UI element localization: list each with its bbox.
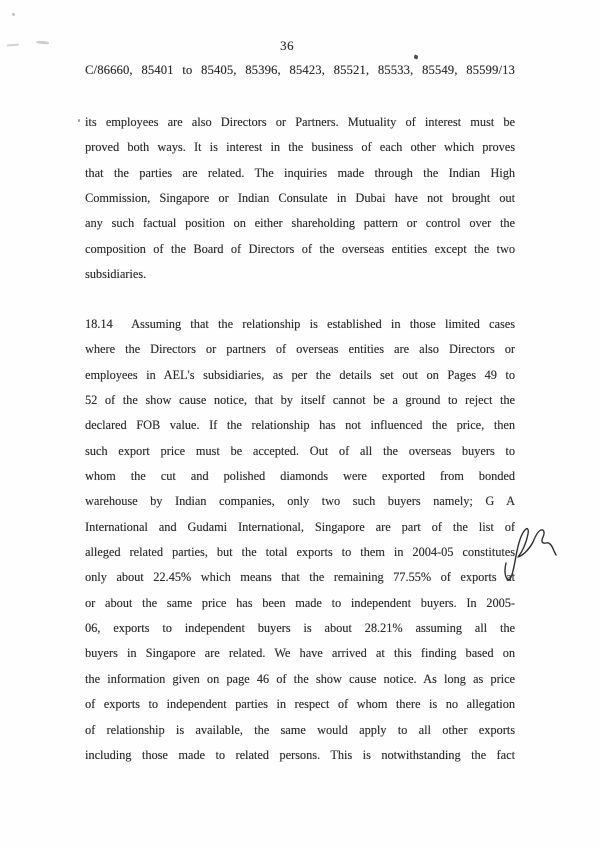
text-line: subsidiaries. <box>85 267 147 282</box>
text-line: International and Gudami International, Singapore are part of the list of <box>85 519 515 534</box>
text-line: warehouse by Indian companies, only two such buyers namely; G A <box>85 494 515 509</box>
text-line: buyers in Singapore are related. We have arrived at this finding based on <box>85 646 515 661</box>
text-line: Commission, Singapore or Indian Consulate in Dubai have not brought out <box>85 191 515 206</box>
text-line: composition of the Board of Directors of the overseas entities except the two <box>85 241 515 256</box>
text-line: including those made to related persons. This is notwithstanding the fact <box>85 747 515 762</box>
text-line: or about the same price has been made to independent buyers. In 2005- <box>85 595 515 610</box>
text-line: of relationship is available, the same would apply to all other exports <box>85 722 515 737</box>
case-reference-header: C/86660, 85401 to 85405, 85396, 85423, 85521, 85533, 85549, 85599/13 <box>85 63 515 77</box>
scan-artifact <box>36 41 49 45</box>
text-line: where the Directors or partners of overseas entities are also Directors or <box>85 342 515 357</box>
text-line: such export price must be accepted. Out of all the overseas buyers to <box>85 443 515 458</box>
text-line: 52 of the show cause notice, that by itself cannot be a ground to reject the <box>85 393 515 408</box>
text-line: only about 22.45% which means that the remaining 77.55% of exports at <box>85 570 515 585</box>
handwritten-initials-mark <box>498 517 562 585</box>
text-line: 18.14 Assuming that the relationship is established in those limited cases <box>85 317 515 331</box>
scan-artifact <box>413 54 418 59</box>
text-line: the information given on page 46 of the show cause notice. As long as price <box>85 671 515 686</box>
page-number: 36 <box>280 38 294 53</box>
paragraph-18-14 <box>85 312 515 768</box>
text-line: alleged related parties, but the total exports to them in 2004-05 constitutes <box>85 545 515 560</box>
paragraph-continuation <box>85 110 515 287</box>
scan-artifact <box>7 44 19 47</box>
scan-artifact <box>78 119 80 122</box>
text-line: proved both ways. It is interest in the business of each other which proves <box>85 140 515 155</box>
text-line: of exports to independent parties in respect of whom there is no allegation <box>85 697 515 712</box>
text-line: employees in AEL's subsidiaries, as per the details set out on Pages 49 to <box>85 367 515 382</box>
text-line: that the parties are related. The inquiries made through the Indian High <box>85 165 515 180</box>
scan-artifact <box>12 13 15 16</box>
text-line: its employees are also Directors or Partners. Mutuality of interest must be <box>85 115 515 129</box>
text-line: declared FOB value. If the relationship has not influenced the price, then <box>85 418 515 433</box>
text-line: 06, exports to independent buyers is about 28.21% assuming all the <box>85 621 515 636</box>
text-line: whom the cut and polished diamonds were exported from bonded <box>85 469 515 484</box>
text-line: any such factual position on either shareholding pattern or control over the <box>85 216 515 231</box>
